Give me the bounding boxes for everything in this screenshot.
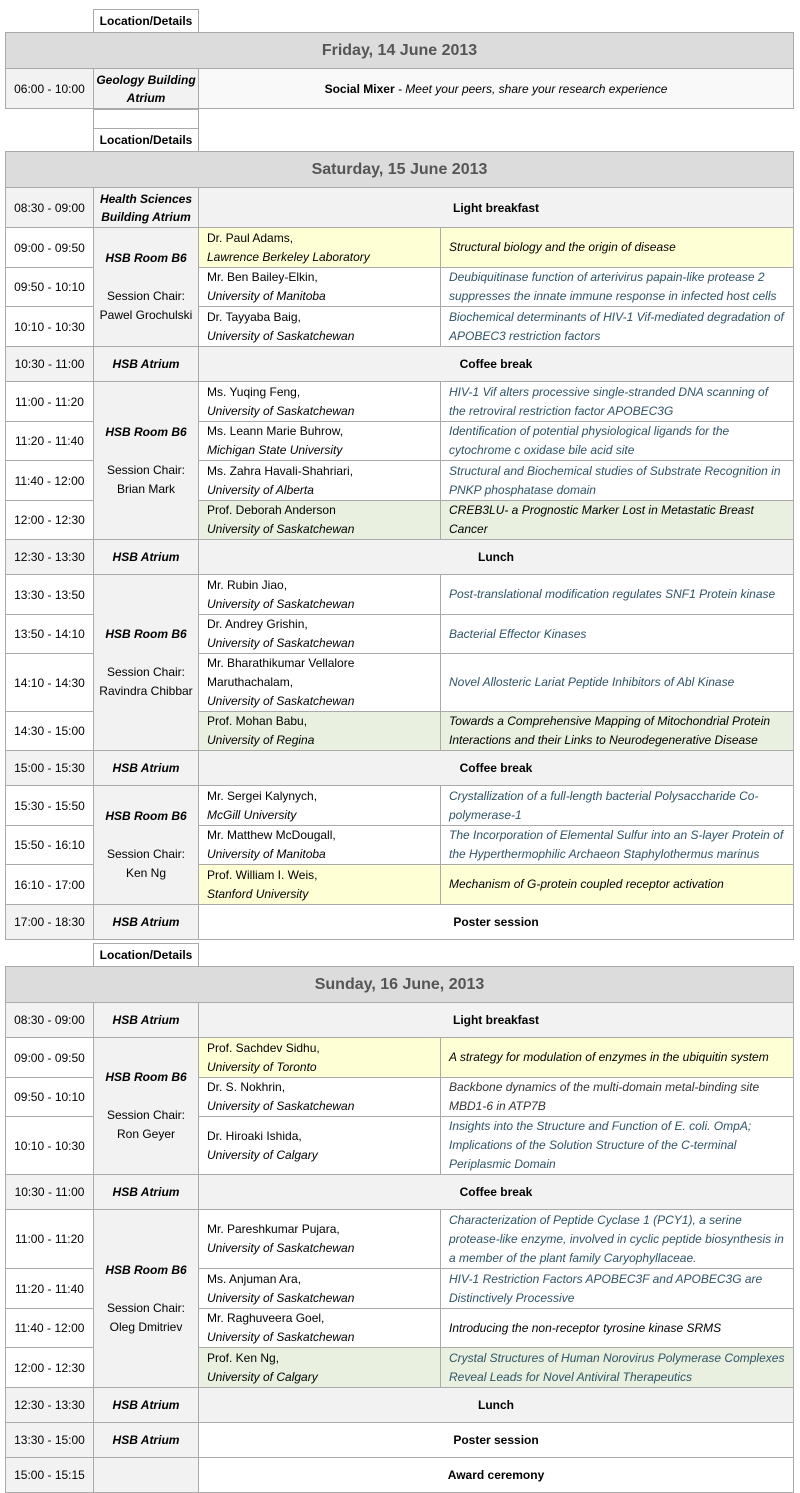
speaker-cell: Prof. Sachdev Sidhu, University of Toronto (199, 1038, 441, 1078)
event-cell: Award ceremony (199, 1458, 794, 1493)
time-cell: 12:30 - 13:30 (6, 1388, 94, 1423)
event-cell: Lunch (199, 540, 794, 575)
talk-title: Identification of potential physiological ligands for the cytochrome c oxidase bile acid site (441, 422, 794, 461)
time-cell: 08:30 - 09:00 (6, 1003, 94, 1038)
time-cell: 11:00 - 11:20 (6, 1210, 94, 1269)
saturday-table (5, 109, 794, 940)
talk-title: Crystal Structures of Human Norovirus Polymerase Complexes Reveal Leads for Novel Antiviral Therapeutics (441, 1348, 794, 1388)
location-cell: Health Sciences Building Atrium (94, 188, 199, 228)
time-cell: 11:20 - 11:40 (6, 422, 94, 461)
talk-title: A strategy for modulation of enzymes in the ubiquitin system (441, 1038, 794, 1078)
time-cell: 12:30 - 13:30 (6, 540, 94, 575)
talk-title: Structural biology and the origin of disease (441, 228, 794, 268)
event-cell: Poster session (199, 905, 794, 940)
talk-title: Structural and Biochemical studies of Substrate Recognition in PNKP phosphatase domain (441, 461, 794, 501)
location-cell: HSB Atrium (94, 1388, 199, 1423)
event-cell: Poster session (199, 1423, 794, 1458)
talk-title: Introducing the non-receptor tyrosine kinase SRMS (441, 1309, 794, 1348)
speaker-cell: Mr. Pareshkumar Pujara, University of Saskatchewan (199, 1210, 441, 1269)
time-cell: 12:00 - 12:30 (6, 1348, 94, 1388)
talk-title: Mechanism of G-protein coupled receptor activation (441, 865, 794, 905)
session-room: HSB Room B6 Session Chair: Ron Geyer (94, 1038, 199, 1175)
location-cell: HSB Atrium (94, 905, 199, 940)
session-chair: Ravindra Chibbar (99, 683, 193, 698)
location-cell: HSB Atrium (94, 1175, 199, 1210)
location-header: Location/Details (94, 129, 199, 152)
talk-title: Insights into the Structure and Function of E. coli. OmpA; Implications of the Solution Structure of the C-terminal Periplasmic Domain (441, 1117, 794, 1175)
time-cell: 08:30 - 09:00 (6, 188, 94, 228)
time-cell: 10:30 - 11:00 (6, 347, 94, 382)
speaker-cell: Dr. Paul Adams, Lawrence Berkeley Laboratory (199, 228, 441, 268)
speaker-cell: Ms. Leann Marie Buhrow, Michigan State University (199, 422, 441, 461)
time-cell: 14:10 - 14:30 (6, 654, 94, 712)
speaker-cell: Dr. Andrey Grishin, University of Saskatchewan (199, 615, 441, 654)
talk-title: Characterization of Peptide Cyclase 1 (PCY1), a serine protease-like enzyme, involved in cyclic peptide biosynthesis in a member of the plant family Caryophyllaceae. (441, 1210, 794, 1269)
speaker-cell: Mr. Matthew McDougall, University of Manitoba (199, 826, 441, 865)
talk-title: Backbone dynamics of the multi-domain metal-binding site MBD1-6 in ATP7B (441, 1078, 794, 1117)
speaker-cell: Prof. Deborah Anderson University of Saskatchewan (199, 501, 441, 540)
time-cell: 11:00 - 11:20 (6, 382, 94, 422)
sunday-table (5, 943, 794, 1493)
session-chair: Brian Mark (116, 481, 175, 496)
speaker-cell: Ms. Yuqing Feng, University of Saskatchewan (199, 382, 441, 422)
speaker-cell: Mr. Raghuveera Goel, University of Saskatchewan (199, 1309, 441, 1348)
time-cell: 15:30 - 15:50 (6, 786, 94, 826)
time-cell: 09:50 - 10:10 (6, 1078, 94, 1117)
time-cell: 10:10 - 10:30 (6, 1117, 94, 1175)
time-cell: 17:00 - 18:30 (6, 905, 94, 940)
event-cell (199, 69, 794, 109)
talk-title: The Incorporation of Elemental Sulfur into an S-layer Protein of the Hyperthermophilic Archaeon Staphylothermus marinus (441, 826, 794, 865)
session-chair: Pawel Grochulski (99, 308, 193, 322)
event-cell: Lunch (199, 1388, 794, 1423)
time-cell: 10:30 - 11:00 (6, 1175, 94, 1210)
event-cell: Light breakfast (199, 188, 794, 228)
speaker-cell: Mr. Rubin Jiao, University of Saskatchewan (199, 575, 441, 615)
speaker-cell: Mr. Sergei Kalynych, McGill University (199, 786, 441, 826)
speaker-cell: Mr. Bharathikumar Vellalore Maruthachalam, University of Saskatchewan (199, 654, 441, 712)
talk-title: Biochemical determinants of HIV-1 Vif-mediated degradation of APOBEC3 restriction factors (441, 307, 794, 347)
session-room: HSB Room B6 Session Chair: Oleg Dmitriev (94, 1210, 199, 1388)
session-room: HSB Room B6 Session Chair: Pawel Grochulski (94, 228, 199, 347)
time-cell: 13:30 - 13:50 (6, 575, 94, 615)
speaker-cell: Dr. Hiroaki Ishida, University of Calgary (199, 1117, 441, 1175)
time-cell: 11:40 - 12:00 (6, 461, 94, 501)
event-cell: Coffee break (199, 751, 794, 786)
location-cell: HSB Atrium (94, 1003, 199, 1038)
location-cell: HSB Atrium (94, 347, 199, 382)
session-chair: Ken Ng (125, 866, 167, 880)
talk-title: Novel Allosteric Lariat Peptide Inhibitors of Abl Kinase (441, 654, 794, 712)
time-cell: 10:10 - 10:30 (6, 307, 94, 347)
location-cell: Geology Building Atrium (94, 69, 199, 109)
location-header: Location/Details (94, 10, 199, 33)
session-room: HSB Room B6 Session Chair: Brian Mark (94, 382, 199, 540)
talk-title: Deubiquitinase function of arterivirus papain-like protease 2 suppresses the innate immune response in infected host cells (441, 268, 794, 307)
time-cell: 15:00 - 15:15 (6, 1458, 94, 1493)
day-title: Sunday, 16 June, 2013 (6, 967, 794, 1003)
speaker-cell: Prof. Mohan Babu, University of Regina (199, 712, 441, 751)
talk-title: HIV-1 Restriction Factors APOBEC3F and APOBEC3G are Distinctively Processive (441, 1269, 794, 1309)
time-cell: 15:00 - 15:30 (6, 751, 94, 786)
location-cell: HSB Atrium (94, 540, 199, 575)
time-cell: 09:50 - 10:10 (6, 268, 94, 307)
talk-title: CREB3LU- a Prognostic Marker Lost in Metastatic Breast Cancer (441, 501, 794, 540)
talk-title: Towards a Comprehensive Mapping of Mitochondrial Protein Interactions and their Links to Neurodegenerative Disease (441, 712, 794, 751)
time-cell: 06:00 - 10:00 (6, 69, 94, 109)
location-cell: HSB Atrium (94, 1423, 199, 1458)
session-room: HSB Room B6 Session Chair: Ken Ng (94, 786, 199, 905)
day-title: Friday, 14 June 2013 (6, 33, 794, 69)
talk-title: Post-translational modification regulates SNF1 Protein kinase (441, 575, 794, 615)
friday-table (5, 9, 794, 109)
speaker-cell: Dr. Tayyaba Baig, University of Saskatchewan (199, 307, 441, 347)
location-cell (94, 1458, 199, 1493)
time-cell: 16:10 - 17:00 (6, 865, 94, 905)
event-cell: Coffee break (199, 1175, 794, 1210)
day-title: Saturday, 15 June 2013 (6, 152, 794, 188)
speaker-cell: Prof. Ken Ng, University of Calgary (199, 1348, 441, 1388)
talk-title: HIV-1 Vif alters processive single-stranded DNA scanning of the retroviral restriction factor APOBEC3G (441, 382, 794, 422)
event-cell: Light breakfast (199, 1003, 794, 1038)
speaker-cell: Ms. Zahra Havali-Shahriari, University of Alberta (199, 461, 441, 501)
time-cell: 12:00 - 12:30 (6, 501, 94, 540)
time-cell: 13:30 - 15:00 (6, 1423, 94, 1458)
event-cell: Coffee break (199, 347, 794, 382)
event-name: Social Mixer (324, 81, 395, 96)
session-room: HSB Room B6 Session Chair: Ravindra Chibbar (94, 575, 199, 751)
speaker-cell: Dr. S. Nokhrin, University of Saskatchewan (199, 1078, 441, 1117)
speaker-cell: Prof. William I. Weis, Stanford University (199, 865, 441, 905)
time-cell: 09:00 - 09:50 (6, 228, 94, 268)
talk-title: Bacterial Effector Kinases (441, 615, 794, 654)
session-chair: Oleg Dmitriev (109, 1319, 183, 1334)
location-cell: HSB Atrium (94, 751, 199, 786)
time-cell: 15:50 - 16:10 (6, 826, 94, 865)
location-header: Location/Details (94, 944, 199, 967)
talk-title: Crystallization of a full-length bacterial Polysaccharide Co-polymerase-1 (441, 786, 794, 826)
time-cell: 09:00 - 09:50 (6, 1038, 94, 1078)
time-cell: 14:30 - 15:00 (6, 712, 94, 751)
session-chair: Ron Geyer (116, 1127, 176, 1141)
time-cell: 11:40 - 12:00 (6, 1309, 94, 1348)
speaker-cell: Ms. Anjuman Ara, University of Saskatchewan (199, 1269, 441, 1309)
time-cell: 13:50 - 14:10 (6, 615, 94, 654)
event-desc: - Meet your peers, share your research experience (394, 81, 668, 96)
time-cell: 11:20 - 11:40 (6, 1269, 94, 1309)
speaker-cell: Mr. Ben Bailey-Elkin, University of Manitoba (199, 268, 441, 307)
